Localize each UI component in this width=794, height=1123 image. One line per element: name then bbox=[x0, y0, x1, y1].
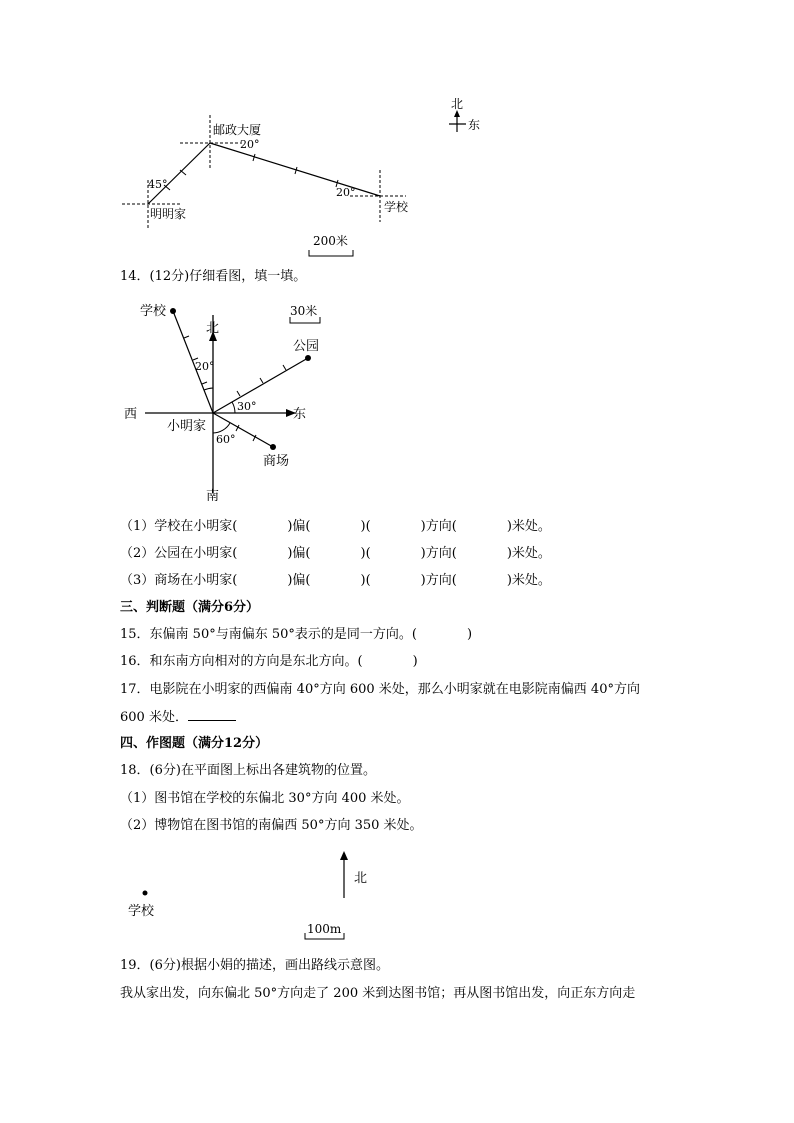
angle-20-label: 20° bbox=[195, 360, 215, 373]
q14-item-2-p4: )米处。 bbox=[506, 546, 551, 561]
compass-east-label: 东 bbox=[468, 118, 481, 132]
q17-line2 bbox=[120, 708, 236, 727]
school-label-2: 学校 bbox=[140, 304, 167, 319]
line-to-park bbox=[213, 358, 308, 413]
route-map-diagram bbox=[110, 90, 510, 260]
q18-item-1: （1）图书馆在学校的东偏北 30°方向 400 米处。 bbox=[120, 791, 410, 806]
route-home-to-post bbox=[148, 143, 210, 204]
q15 bbox=[120, 626, 472, 644]
east-label: 东 bbox=[293, 407, 307, 422]
q14-item-2-p2: )( bbox=[360, 546, 371, 561]
q14-item-2-p3: )方向( bbox=[420, 546, 457, 561]
park-label: 公园 bbox=[293, 339, 320, 354]
scale-bar bbox=[309, 233, 353, 256]
angle-20-top-label: 20° bbox=[240, 138, 260, 151]
school-dot bbox=[143, 891, 148, 896]
compass bbox=[449, 97, 480, 132]
q19-title: 19．(6分)根据小娟的描述，画出路线示意图。 bbox=[120, 958, 389, 973]
south-label: 南 bbox=[206, 489, 220, 504]
school-point bbox=[170, 308, 176, 314]
q17-line2-text: 600 米处． bbox=[120, 710, 188, 725]
mall-label: 商场 bbox=[263, 454, 290, 469]
school-label-3: 学校 bbox=[128, 904, 155, 919]
q14-item-3-label: （3）商场在小明家( bbox=[120, 573, 238, 588]
home-label: 明明家 bbox=[150, 207, 187, 221]
direction-diagram bbox=[110, 290, 330, 510]
q14-item-1-p1: )偏( bbox=[287, 519, 311, 534]
drawing-area-diagram bbox=[120, 845, 400, 945]
q16 bbox=[120, 653, 418, 671]
section3-title: 三、判断题（满分6分） bbox=[120, 600, 260, 615]
q14-item-1-p4: )米处。 bbox=[506, 519, 551, 534]
north-label-3: 北 bbox=[354, 871, 368, 886]
q14-item-1-label: （1）学校在小明家( bbox=[120, 519, 238, 534]
post-office-label: 邮政大厦 bbox=[213, 123, 262, 137]
q17-answer-blank[interactable] bbox=[188, 708, 236, 721]
angle-30-label: 30° bbox=[237, 400, 257, 413]
q14-item-1-p2: )( bbox=[360, 519, 371, 534]
west-label: 西 bbox=[124, 407, 138, 422]
q18-title: 18．(6分)在平面图上标出各建筑物的位置。 bbox=[120, 763, 376, 778]
q14-item-2 bbox=[120, 545, 551, 563]
north-label: 北 bbox=[206, 321, 220, 336]
q14-item-3-p2: )( bbox=[360, 573, 371, 588]
q14-item-1 bbox=[120, 518, 551, 536]
angle-60-label: 60° bbox=[216, 433, 236, 446]
section4-title: 四、作图题（满分12分） bbox=[120, 736, 269, 751]
q18-item-2: （2）博物馆在图书馆的南偏西 50°方向 350 米处。 bbox=[120, 818, 423, 833]
q14-item-3-p4: )米处。 bbox=[506, 573, 551, 588]
school-label: 学校 bbox=[384, 200, 409, 214]
mall-point bbox=[270, 444, 276, 450]
q14-item-1-p3: )方向( bbox=[420, 519, 457, 534]
angle-45-label: 45° bbox=[148, 178, 168, 191]
q15-end: ) bbox=[466, 627, 473, 642]
q14-item-3-p3: )方向( bbox=[420, 573, 457, 588]
q14-title: 14．(12分)仔细看图，填一填。 bbox=[120, 269, 307, 284]
q14-item-3 bbox=[120, 572, 551, 590]
angle-20-school-label: 20° bbox=[336, 186, 356, 199]
park-point bbox=[305, 355, 311, 361]
compass-north-label: 北 bbox=[451, 97, 464, 111]
q14-item-2-p1: )偏( bbox=[287, 546, 311, 561]
scale-label: 200米 bbox=[313, 234, 348, 248]
home-label-2: 小明家 bbox=[167, 419, 207, 434]
q14-item-2-label: （2）公园在小明家( bbox=[120, 546, 238, 561]
q19-text: 我从家出发，向东偏北 50°方向走了 200 米到达图书馆；再从图书馆出发，向正东方向走 bbox=[120, 986, 636, 1001]
q14-item-3-p1: )偏( bbox=[287, 573, 311, 588]
q16-text: 16．和东南方向相对的方向是东北方向。( bbox=[120, 654, 363, 669]
scale-label-3: 100m bbox=[307, 922, 342, 936]
q15-text: 15．东偏南 50°与南偏东 50°表示的是同一方向。( bbox=[120, 627, 417, 642]
scale-label-2: 30米 bbox=[290, 304, 318, 318]
q17-line1: 17．电影院在小明家的西偏南 40°方向 600 米处，那么小明家就在电影院南偏西 40°方向 bbox=[120, 682, 640, 697]
q16-end: ) bbox=[412, 654, 418, 669]
